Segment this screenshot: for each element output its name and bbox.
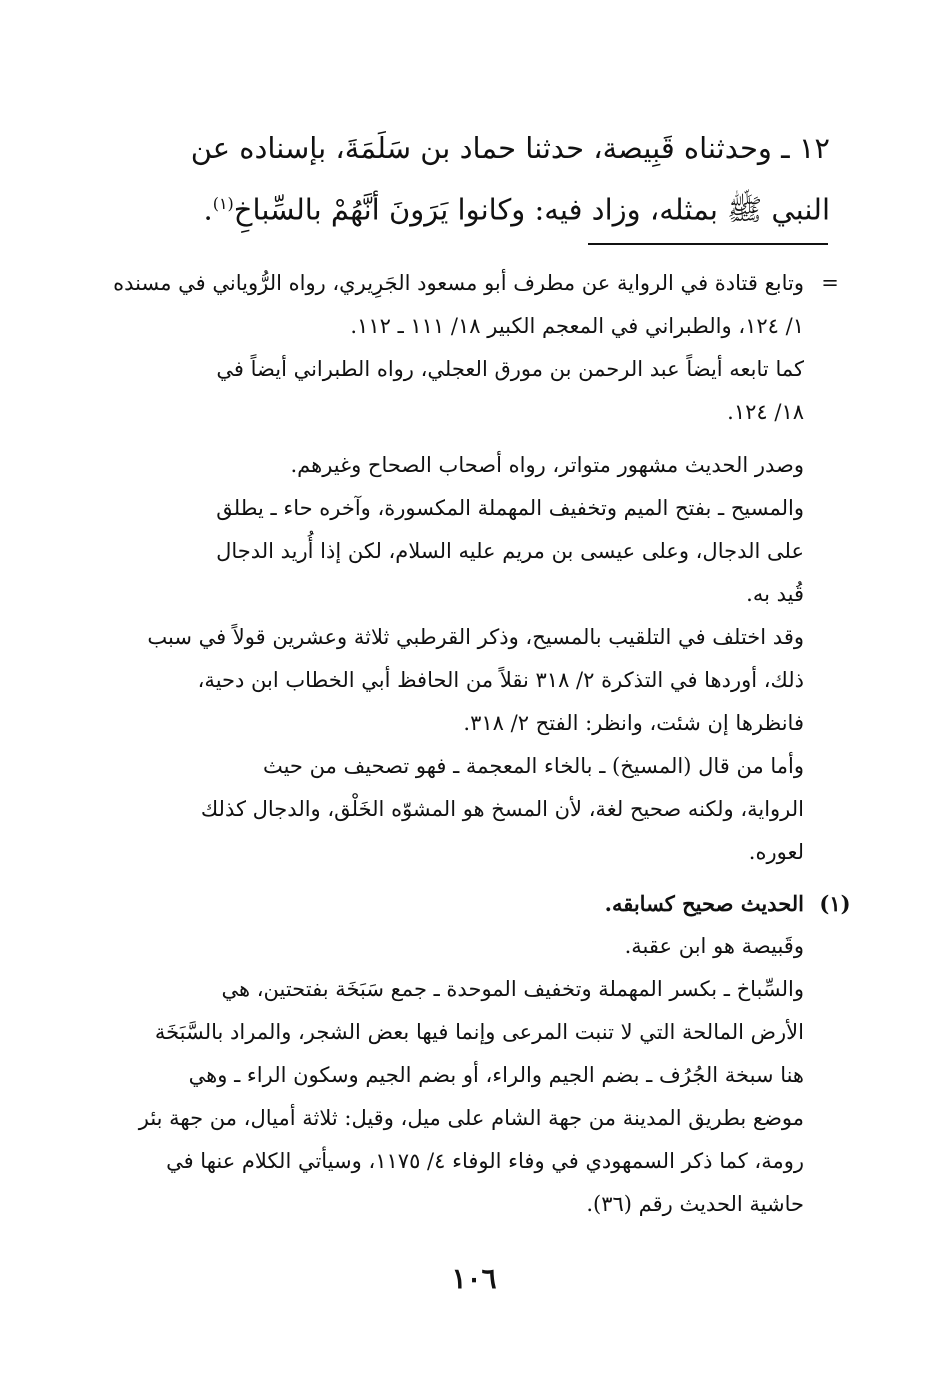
note-line: الرواية، ولكنه صحيح لغة، لأن المسخ هو المشوّه الخَلْق، والدجال كذلك bbox=[200, 797, 804, 821]
footnote-line: رومة، كما ذكر السمهودي في وفاء الوفاء ٤/ ١١٧٥، وسيأتي الكلام عنها في bbox=[166, 1149, 804, 1173]
note-line: ١٨/ ١٢٤. bbox=[727, 400, 804, 424]
hadith-line bbox=[100, 176, 830, 238]
footnote-1 bbox=[104, 882, 851, 1226]
footnote-line: والسِّباخ ـ بكسر المهملة وتخفيف الموحدة ـ جمع سَبَخَة بفتحتين، هي bbox=[221, 977, 804, 1001]
footnote-line: موضع بطريق المدينة من جهة الشام على ميل، وقيل: ثلاثة أميال، من جهة بئر bbox=[138, 1106, 804, 1130]
continuation-marker: = bbox=[821, 271, 839, 295]
footnote-heading: الحديث صحيح كسابقه. bbox=[604, 891, 804, 916]
page-number: ١٠٦ bbox=[451, 1262, 497, 1295]
footnote-number: (١) bbox=[819, 891, 851, 916]
note-line: على الدجال، وعلى عيسى بن مريم عليه السلام، لكن إذا أُريد الدجال bbox=[216, 539, 804, 563]
footnote-line: حاشية الحديث رقم (٣٦). bbox=[586, 1192, 804, 1216]
note-line: وأما من قال (المسيخ) ـ بالخاء المعجمة ـ فهو تصحيف من حيث bbox=[262, 754, 804, 778]
note-line: وقد اختلف في التلقيب بالمسيح، وذكر القرطبي ثلاثة وعشرين قولاً في سبب bbox=[147, 625, 804, 649]
continued-note bbox=[104, 262, 839, 874]
note-line: وصدر الحديث مشهور متواتر، رواه أصحاب الصحاح وغيرهم. bbox=[290, 453, 804, 477]
hadith-line: ١٢ ـ وحدثناه قَبِيصة، حدثنا حماد بن سَلَمَةَ، بإسناده عن bbox=[190, 131, 830, 165]
note-line: ذلك، أوردها في التذكرة ٢/ ٣١٨ نقلاً من الحافظ أبي الخطاب ابن دحية، bbox=[197, 668, 804, 692]
hadith-line-end: . bbox=[203, 192, 213, 227]
note-line: لعوره. bbox=[748, 840, 804, 864]
note-line: كما تابعه أيضاً عبد الرحمن بن مورق العجلي، رواه الطبراني أيضاً في bbox=[216, 357, 804, 381]
note-line: فانظرها إن شئت، وانظر: الفتح ٢/ ٣١٨. bbox=[463, 711, 804, 735]
note-line: والمسيح ـ بفتح الميم وتخفيف المهملة المكسورة، وآخره حاء ـ يطلق bbox=[216, 496, 804, 520]
hadith-line-text: النبي ﷺ بمثله، وزاد فيه: وكانوا يَرَونَ أنَّهُمْ بالسِّباخِ bbox=[233, 192, 830, 227]
footnote-line: هنا سبخة الجُرُف ـ بضم الجيم والراء، أو بضم الجيم وسكون الراء ـ وهي bbox=[188, 1063, 804, 1087]
footnote-line: الأرض المالحة التي لا تنبت المرعى وإنما فيها بعض الشجر، والمراد بالسَّبَخَة bbox=[154, 1020, 804, 1044]
footnotes bbox=[104, 262, 851, 1226]
note-line: قُيد به. bbox=[746, 582, 804, 606]
note-line: ١/ ١٢٤، والطبراني في المعجم الكبير ١٨/ ١١١ ـ ١١٢. bbox=[350, 314, 804, 338]
footnote-separator bbox=[588, 243, 828, 245]
footnote-ref[interactable]: (١) bbox=[212, 194, 234, 213]
note-line: وتابع قتادة في الرواية عن مطرف أبو مسعود الجَرِيري، رواه الرُّوياني في مسنده bbox=[113, 271, 804, 295]
hadith-text bbox=[100, 120, 830, 238]
footnote-line: وقَبيصة هو ابن عقبة. bbox=[624, 934, 804, 958]
